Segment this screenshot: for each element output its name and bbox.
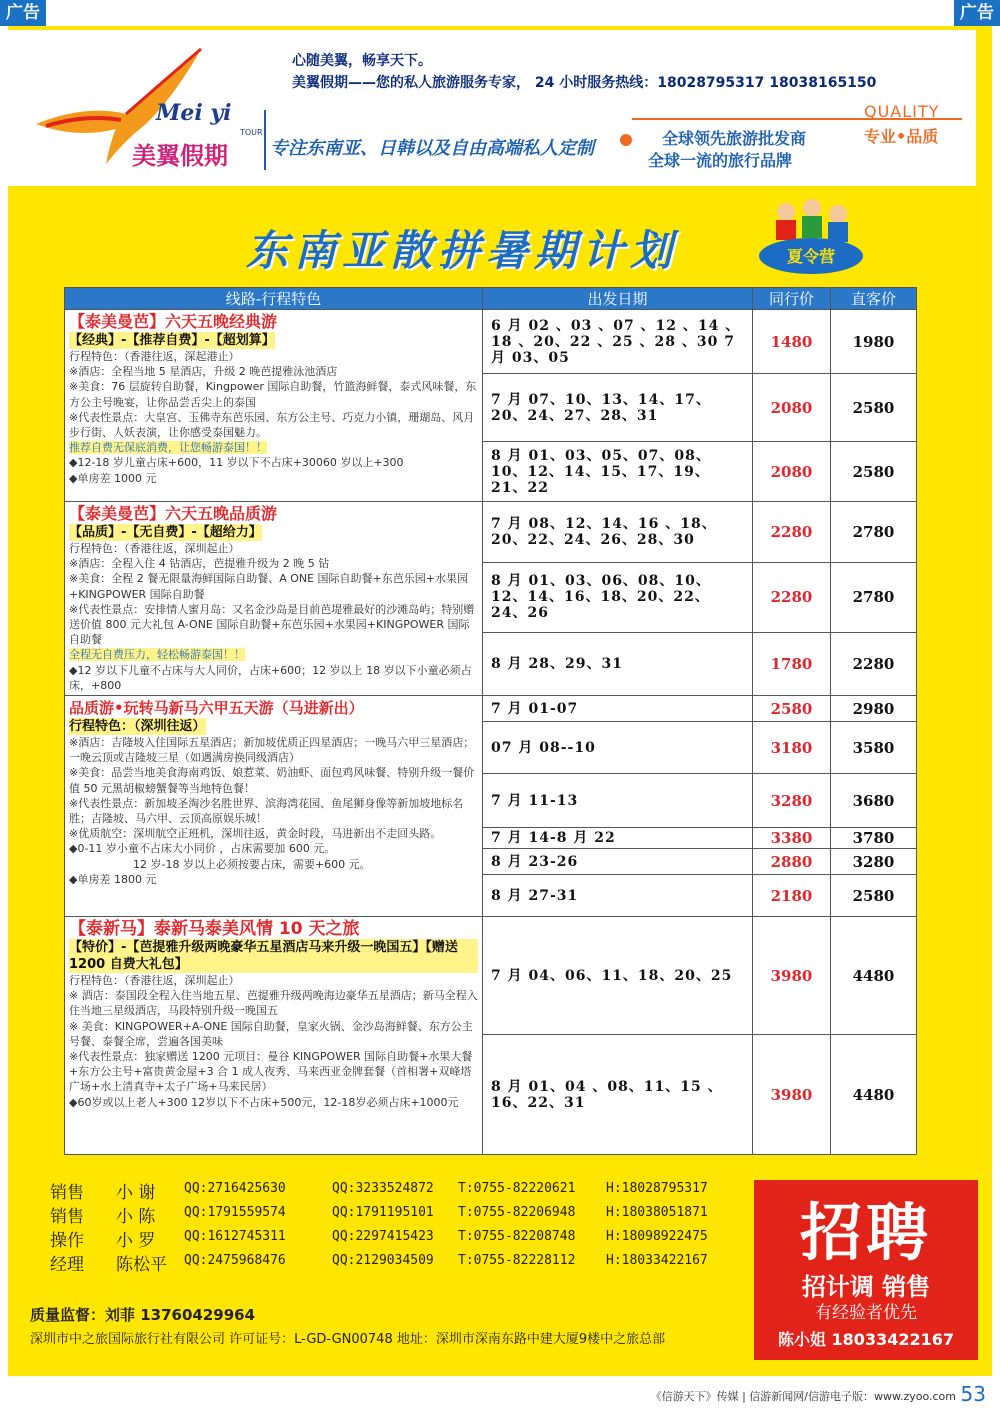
- logo-script: Mei yi: [156, 100, 232, 126]
- route-tags: 【品质】-【无自费】-【超给力】: [69, 525, 262, 540]
- route-cell: [65, 310, 483, 502]
- route-note: 12 岁-18 岁以上必须按要占床，需要+600 元。: [133, 857, 371, 871]
- direct-price: 2780: [831, 502, 917, 563]
- contact-tel: T:0755-82220621: [458, 1181, 576, 1196]
- summer-camp-badge-icon: [756, 198, 866, 278]
- hiring-positions: 招计调 销售: [801, 1273, 931, 1301]
- header-quality: QUALITY: [864, 102, 940, 121]
- peer-price: 3980: [753, 917, 831, 1035]
- table-header-row: [65, 288, 917, 310]
- header-hotline: 美翼假期——您的私人旅游服务专家， 24 小时服务热线：18028795317 18038165150: [292, 75, 877, 91]
- contact-qq: QQ:1791559574: [184, 1205, 286, 1220]
- dot-icon: [620, 134, 632, 146]
- date-cell: 7 月 04、06、11、18、20、25: [483, 917, 753, 1035]
- route-line: ※酒店：全程入住 4 钻酒店，芭提雅升级为 2 晚 5 钻: [69, 557, 330, 571]
- date-cell: 8 月 28、29、31: [483, 633, 753, 696]
- route-line: ※酒店：吉隆坡入住国际五星酒店；新加坡优质正四星酒店；一晚马六甲三星酒店；一晚云顶或吉隆坡三星（如遇满房换同级酒店）: [69, 736, 475, 765]
- header-global-2: 全球一流的旅行品牌: [648, 151, 793, 170]
- peer-price: 2280: [753, 562, 831, 633]
- direct-price: 2780: [831, 562, 917, 633]
- route-line: ※ 美食：KINGPOWER+A-ONE 国际自助餐，皇家火锅、金沙岛海鲜餐、东方公主号餐、泰餐全席，尝遍各国美味: [69, 1019, 473, 1048]
- contact-qq: QQ:2297415423: [332, 1229, 434, 1244]
- contact-qq: QQ:1791195101: [332, 1205, 434, 1220]
- contact-mobile: H:18028795317: [606, 1181, 708, 1196]
- route-highlight: 全程无自费压力，轻松畅游泰国！！: [69, 648, 245, 662]
- direct-price: 2580: [831, 875, 917, 917]
- contact-qq: QQ:1612745311: [184, 1229, 286, 1244]
- contact-mobile: H:18098922475: [606, 1229, 708, 1244]
- date-cell: 6 月 02 、03 、07 、12 、14 、18 、20、22 、25 、28 、30 7 月 03、05: [483, 310, 753, 374]
- route-title: 品质游•玩转马新马六甲五天游（马进新出）: [69, 699, 364, 718]
- date-cell: 7 月 01-07: [483, 696, 753, 722]
- col-header-route: 线路-行程特色: [65, 288, 483, 310]
- header-quality-cn: 专业•品质: [864, 127, 939, 146]
- company-address: 深圳市中之旅国际旅行社有限公司 许可证号：L-GD-GN00748 地址：深圳市深南东路中建大厦9楼中之旅总部: [30, 1332, 666, 1347]
- contact-role: 销售: [50, 1207, 84, 1227]
- peer-price: 2580: [753, 696, 831, 722]
- route-highlight: 推荐自费无保底消费，让您畅游泰国！！: [69, 441, 267, 455]
- peer-price: 1780: [753, 633, 831, 696]
- route-line: ※代表性景点：新加坡圣淘沙名胜世界、滨海湾花园、鱼尾狮身像等新加坡地标名胜；吉隆坡、马六甲、云顶高原娱乐城！: [69, 796, 464, 826]
- date-cell: 7 月 08、12、14、16 、18、20、22、24、26、28、30: [483, 502, 753, 563]
- footer-text: 《信游天下》传媒 | 信游新闻网/信游电子版：www.zyoo.com: [650, 1390, 956, 1403]
- direct-price: 3680: [831, 774, 917, 828]
- route-line: ※美食：全程 2 餐无限量海鲜国际自助餐、A ONE 国际自助餐+东芭乐园+水果园+KINGPOWER 国际自助餐: [69, 572, 468, 601]
- route-tags: 【特价】-【芭提雅升级两晚豪华五星酒店马来升级一晚国五】【赠送 1200 自费大礼包】: [69, 939, 478, 973]
- route-line: ※优质航空：深圳航空正班机，深圳往返，黄金时段，马进新出不走回头路。: [69, 827, 442, 841]
- route-line: ※代表性景点：大皇宫、玉佛寺东芭乐园、东方公主号、巧克力小镇，珊瑚岛、风月步行街、人妖表演，让你感受泰国魅力。: [69, 410, 475, 440]
- route-tags: 【经典】-【推荐自费】-【超划算】: [69, 333, 275, 348]
- logo-tour: TOUR: [240, 128, 263, 137]
- contact-name: 小 谢: [116, 1183, 156, 1203]
- quality-supervision: 质量监督：刘菲 13760429964: [30, 1306, 256, 1324]
- contact-role: 经理: [50, 1255, 84, 1275]
- col-header-direct-price: 直客价: [831, 288, 917, 310]
- contact-mobile: H:18038051871: [606, 1205, 708, 1220]
- direct-price: 2580: [831, 374, 917, 442]
- direct-price: 2580: [831, 442, 917, 502]
- direct-price: 4480: [831, 1035, 917, 1155]
- contact-row: [50, 1226, 750, 1250]
- direct-price: 3280: [831, 849, 917, 875]
- peer-price: 3180: [753, 722, 831, 774]
- route-note: ◆12 岁以下儿童不占床与大人同价，占床+600；12 岁以上 18 岁以下小童必须占床，+800: [69, 663, 472, 692]
- table-row: [65, 917, 917, 1035]
- route-line: ※代表性景点：安排情人蜜月岛：又名金沙岛是目前芭堤雅最好的沙滩岛屿；特别赠送价值 800 元大礼包 A-ONE 国际自助餐+东芭乐园+水果园+KINGPOWER 国际自助餐: [69, 602, 475, 647]
- route-note: ◆单房差 1000 元: [69, 471, 157, 485]
- contact-tel: T:0755-82228112: [458, 1253, 576, 1268]
- col-header-dates: 出发日期: [483, 288, 753, 310]
- route-note: ◆单房差 1800 元: [69, 872, 157, 886]
- date-cell: 8 月 27-31: [483, 875, 753, 917]
- contact-qq: QQ:2475968476: [184, 1253, 286, 1268]
- contact-name: 小 陈: [116, 1207, 156, 1227]
- route-title: 【泰新马】泰新马泰美风情 10 天之旅: [69, 919, 360, 940]
- date-cell: 7 月 14-8 月 22: [483, 828, 753, 849]
- hiring-box: [754, 1180, 978, 1360]
- direct-price: 4480: [831, 917, 917, 1035]
- badge-text: 夏令营: [786, 247, 836, 266]
- date-cell: 8 月 01、03、05、07、08、10、12、14、15、17、19、21、22: [483, 442, 753, 502]
- route-note: ◆12-18 岁儿童占床+600，11 岁以下不占床+30060 岁以上+300: [69, 456, 404, 470]
- contact-qq: QQ:2716425630: [184, 1181, 286, 1196]
- contact-qq: QQ:3233524872: [332, 1181, 434, 1196]
- peer-price: 3280: [753, 774, 831, 828]
- peer-price: 2880: [753, 849, 831, 875]
- peer-price: 2080: [753, 374, 831, 442]
- contact-list: [50, 1178, 750, 1274]
- table-row: [65, 310, 917, 374]
- date-cell: 8 月 23-26: [483, 849, 753, 875]
- schedule-table: [64, 287, 917, 1155]
- direct-price: 2280: [831, 633, 917, 696]
- header-motto: 心随美翼，畅享天下。: [292, 53, 432, 69]
- contact-tel: T:0755-82208748: [458, 1229, 576, 1244]
- header-banner: [8, 30, 976, 186]
- date-cell: 7 月 07、10、13、14、17、20、24、27、28、31: [483, 374, 753, 442]
- route-line: ※代表性景点：独家赠送 1200 元项目：曼谷 KINGPOWER 国际自助餐+水果大餐+东方公主号+富贵黄金屋+3 合 1 成人夜秀、马来西亚金牌套餐（首相署+双峰塔广场+水上清真寺+太子广场+马来民居）: [69, 1050, 473, 1094]
- direct-price: 2980: [831, 696, 917, 722]
- date-cell: 07 月 08--10: [483, 722, 753, 774]
- page-footer: [0, 1380, 1000, 1408]
- route-title: 【泰美曼芭】六天五晚品质游: [69, 504, 278, 523]
- contact-qq: QQ:2129034509: [332, 1253, 434, 1268]
- route-note: ◆0-11 岁小童不占床大小同价 ，占床需要加 600 元。: [69, 842, 336, 856]
- hiring-title: 招聘: [799, 1196, 932, 1269]
- route-line: ※美食：76 层旋转自助餐，Kingpower 国际自助餐，竹篮海鲜餐，泰式风味餐，东方公主号晚宴，让你品尝舌尖上的泰国: [69, 380, 477, 409]
- table-row: [65, 696, 917, 722]
- hiring-preference: 有经验者优先: [815, 1303, 917, 1323]
- contact-role: 销售: [50, 1183, 84, 1203]
- peer-price: 1480: [753, 310, 831, 374]
- ad-tag-left: 广告: [0, 0, 46, 26]
- route-line: ※ 酒店：泰国段全程入住当地五星、芭提雅升级两晚海边豪华五星酒店；新马全程入住当地三星级酒店，马段特别升级一晚国五: [69, 989, 478, 1018]
- contact-row: [50, 1202, 750, 1226]
- header-global-1: 全球领先旅游批发商: [662, 129, 807, 148]
- peer-price: 2280: [753, 502, 831, 563]
- route-line: ※美食：品尝当地美食海南鸡饭、娘惹菜、奶油虾、面包鸡风味餐、特别升级一餐价值 50 元黑胡椒螃蟹餐等当地特色餐！: [69, 766, 475, 795]
- direct-price: 1980: [831, 310, 917, 374]
- route-line: 行程特色：（香港往返，深圳起止）: [69, 974, 240, 988]
- peer-price: 2180: [753, 875, 831, 917]
- logo-text: 美翼假期: [132, 142, 228, 170]
- contact-row: [50, 1250, 750, 1274]
- route-line: 行程特色：（香港往返，深起港止）: [69, 350, 240, 363]
- contact-name: 小 罗: [116, 1231, 156, 1251]
- route-line: ※酒店：全程当地 5 星酒店，升级 2 晚芭提雅泳池酒店: [69, 365, 338, 379]
- contact-role: 操作: [50, 1231, 84, 1251]
- page-title: 东南亚散拼暑期计划: [246, 226, 679, 275]
- route-cell: [65, 917, 483, 1155]
- col-header-peer-price: 同行价: [753, 288, 831, 310]
- page-number: 53: [960, 1382, 986, 1406]
- route-cell: [65, 502, 483, 696]
- date-cell: 8 月 01、04 、08、11、15 、16、22、31: [483, 1035, 753, 1155]
- contact-name: 陈松平: [116, 1255, 167, 1275]
- route-tags: 行程特色：（深圳往返）: [69, 719, 206, 735]
- header-slogan: 专注东南亚、日韩以及自由高端私人定制: [270, 138, 594, 159]
- date-cell: 7 月 11-13: [483, 774, 753, 828]
- contact-tel: T:0755-82206948: [458, 1205, 576, 1220]
- hiring-contact: 陈小姐 18033422167: [777, 1330, 955, 1349]
- header-divider: [264, 110, 266, 170]
- date-cell: 8 月 01、03、06、08、10、12、14、16、18、20、22、24、26: [483, 562, 753, 633]
- route-cell: [65, 696, 483, 917]
- peer-price: 3980: [753, 1035, 831, 1155]
- direct-price: 3580: [831, 722, 917, 774]
- ad-tag-right: 广告: [954, 0, 1000, 26]
- route-line: 行程特色：（香港往返，深圳起止）: [69, 542, 240, 555]
- contact-mobile: H:18033422167: [606, 1253, 708, 1268]
- direct-price: 3780: [831, 828, 917, 849]
- peer-price: 3380: [753, 828, 831, 849]
- route-title: 【泰美曼芭】六天五晚经典游: [69, 312, 278, 331]
- route-note: ◆60岁或以上老人+300 12岁以下不占床+500元，12-18岁必须占床+1000元: [69, 1095, 459, 1109]
- table-row: [65, 502, 917, 563]
- peer-price: 2080: [753, 442, 831, 502]
- contact-row: [50, 1178, 750, 1202]
